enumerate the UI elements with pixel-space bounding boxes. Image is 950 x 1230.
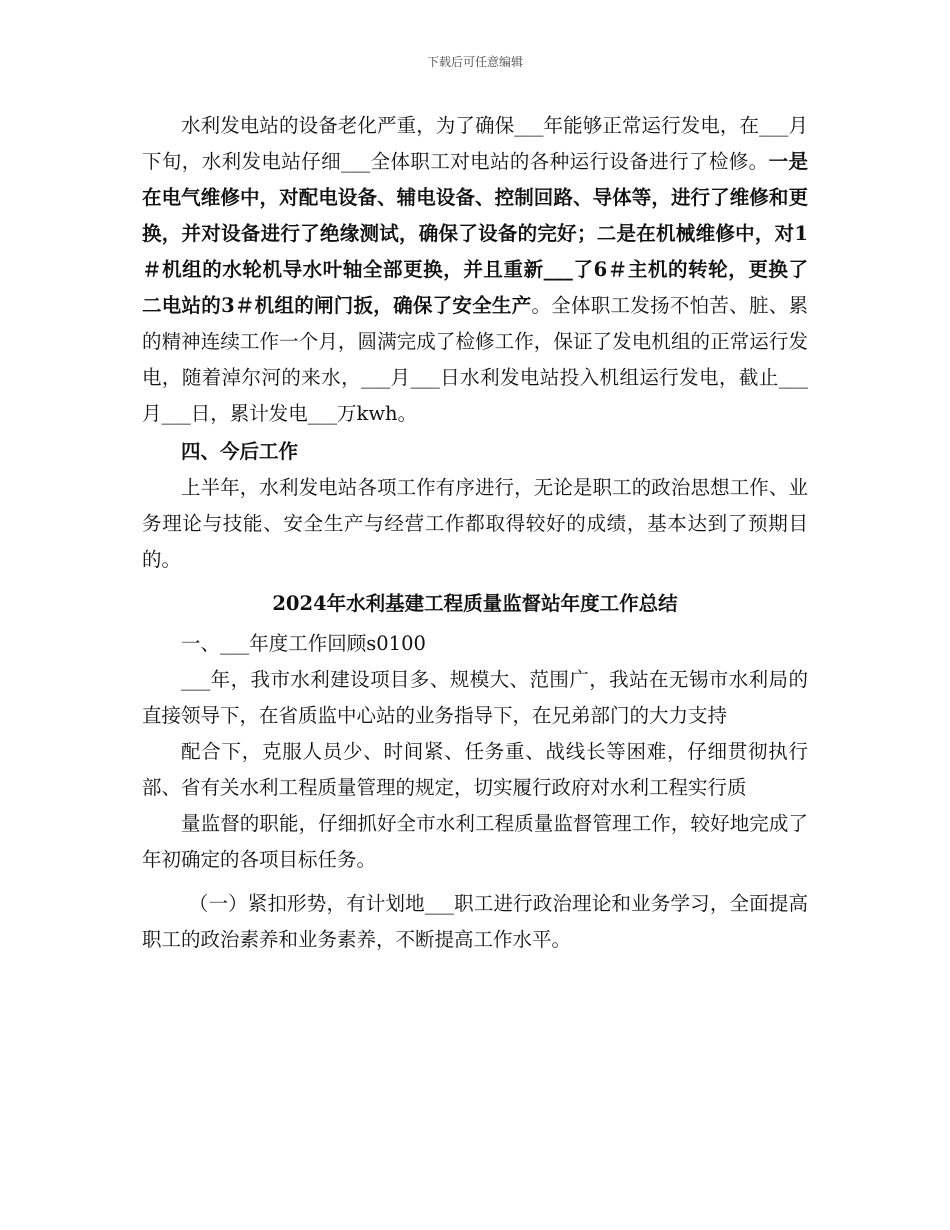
bold-highlight-text: 一是在电气维修中，对配电设备、辅电设备、控制回路、导体等，进行了维修和更换，并对设备进行了绝缘测试，确保了设备的完好；二是在机械维修中，对1＃机组的水轮机导水叶轴全部更换，并且重新___了6＃主机的转轮，更换了二电站的3＃机组的闸门扳，确保了安全生产 (142, 150, 808, 317)
page-header: 下载后可任意编辑 (426, 55, 523, 69)
paragraph-text: 水利发电站的设备老化严重，为了确保___年能够正常运行发电，在___月下旬，水利发电站仔细___全体职工对电站的各种运行设备进行了检修。 (142, 114, 808, 173)
paragraph-text: 。全体职工发扬不怕苦、脏、累的精神连续工作一个月，圆满完成了检修工作，保证了发电机组的正常运行发电，随着淖尔河的来水，___月___日水利发电站投入机组运行发电，截止___月___日，累计发电___万kwh。 (142, 294, 808, 425)
paragraph-maintenance (142, 108, 808, 432)
paragraph-review-end: 量监督的职能，仔细抓好全市水利工程质量监督管理工作，较好地完成了年初确定的各项目标任务。 (142, 812, 808, 871)
paragraph-review: ___年，我市水利建设项目多、规模大、范围广，我站在无锡市水利局的直接领导下，在省质监中心站的业务指导下，在兄弟部门的大力支持 (142, 668, 808, 727)
list-item-paragraph: （一）紧扣形势，有计划地___职工进行政治理论和业务学习，全面提高职工的政治素养和业务素养，不断提高工作水平。 (142, 892, 808, 951)
subsection-heading: 一、___年度工作回顾s0100 (181, 632, 426, 655)
paragraph-review-continued: 配合下，克服人员少、时间紧、任务重、战线长等困难，仔细贯彻执行部、省有关水利工程质量管理的规定，切实履行政府对水利工程实行质 (142, 740, 808, 799)
paragraph-summary: 上半年，水利发电站各项工作有序进行，无论是职工的政治思想工作、业务理论与技能、安全生产与经营工作都取得较好的成绩，基本达到了预期目的。 (142, 476, 808, 571)
document-title: 2024年水利基建工程质量监督站年度工作总结 (272, 592, 678, 615)
section-heading: 四、今后工作 (181, 440, 299, 463)
document-body (142, 108, 808, 958)
